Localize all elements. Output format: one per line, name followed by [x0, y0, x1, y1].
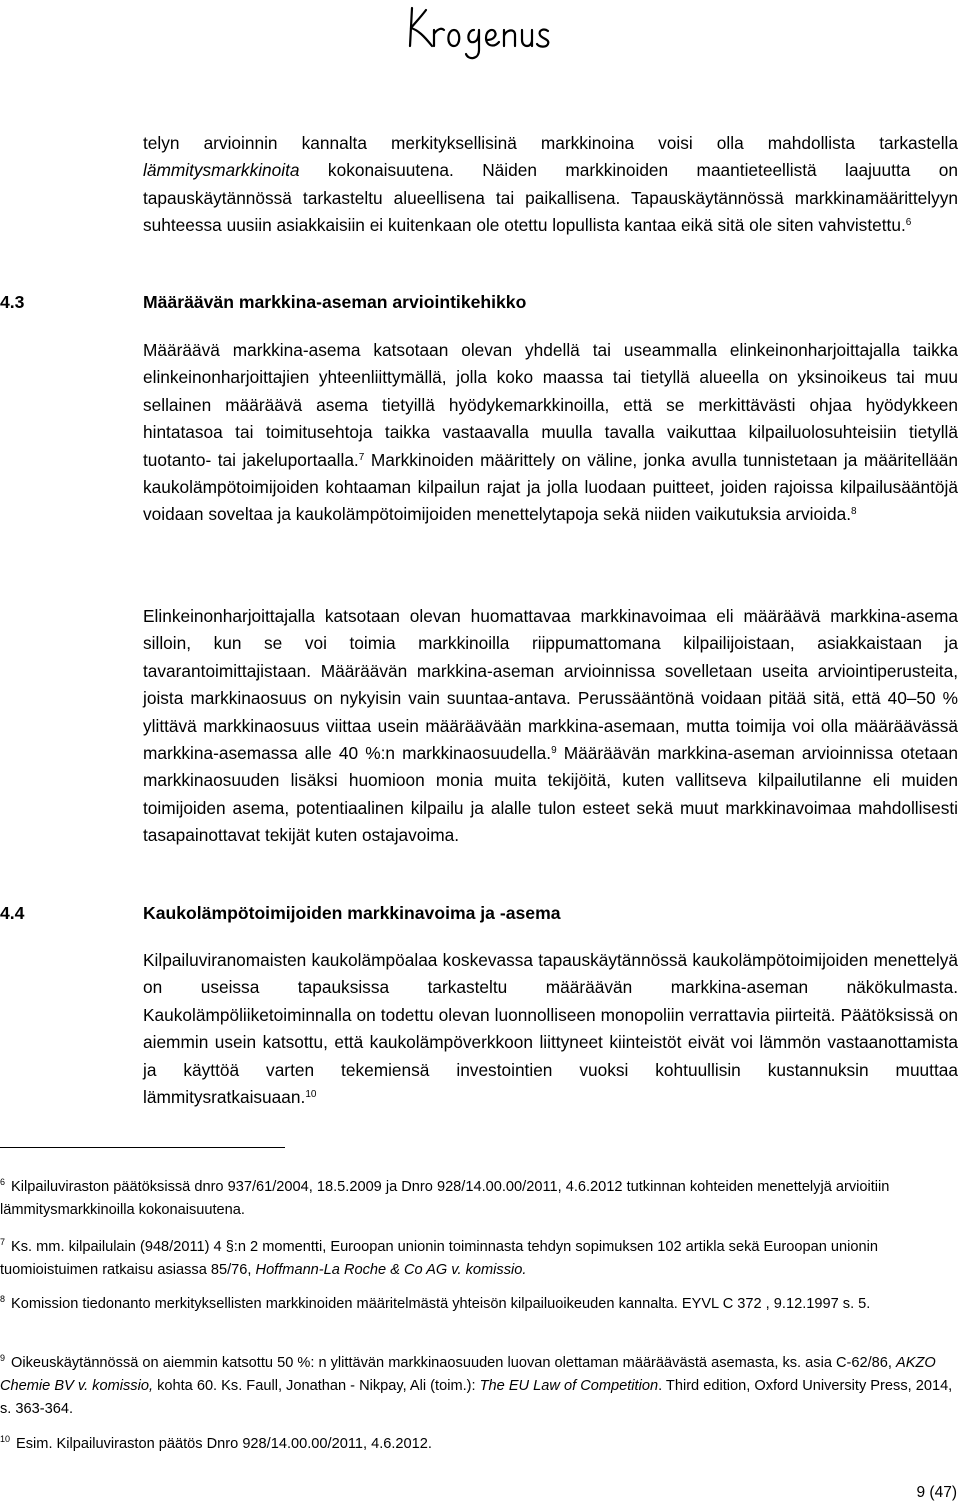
footnote-text: kohta 60. Ks. Faull, Jonathan - Nikpay, Ali (toim.):	[153, 1377, 480, 1394]
footnote-number: 7	[0, 1237, 6, 1247]
footnote-8	[0, 1293, 958, 1316]
footnote-text: Komission tiedonanto merkityksellisten markkinoiden määritelmästä yhteisön kilpailuoikeuden kannalta. EYVL C 372 , 9.12.1997 s. 5.	[11, 1296, 871, 1312]
footnote-10	[0, 1433, 958, 1456]
paragraph-intro	[143, 130, 958, 240]
section-title: Määräävän markkina-aseman arviointikehikko	[143, 292, 527, 312]
section-number: 4.3	[0, 292, 25, 312]
footnote-text: Esim. Kilpailuviraston päätös Dnro 928/14.00.00/2011, 4.6.2012.	[16, 1436, 432, 1452]
book-title: The EU Law of Competition	[479, 1377, 659, 1394]
footnote-text: Oikeuskäytännössä on aiemmin katsottu 50 %: n ylittävän markkinaosuuden luovan olettaman määräävästä asemasta, ks. asia C-62/86,	[11, 1355, 897, 1371]
footnote-ref-9[interactable]: 9	[551, 745, 557, 757]
footnote-ref-8[interactable]: 8	[851, 506, 857, 518]
footnote-number: 9	[0, 1353, 6, 1363]
footnote-number: 8	[0, 1294, 6, 1304]
footnote-text: . Third edition, Oxford University Press, 2014, s. 363-364.	[0, 1377, 953, 1417]
footnote-text: Ks. mm. kilpailulain (948/2011) 4 §:n 2 momentti, Euroopan unionin toiminnasta tehdyn sopimuksen 102 artikla sekä Euroopan unionin tuomioistuimen ratkaisu asiassa 85/76,	[0, 1239, 878, 1278]
footnote-ref-7[interactable]: 7	[358, 451, 365, 463]
page-number: 9 (47)	[916, 1484, 957, 1501]
text-run: telyn arvioinnin kannalta merkityksellisinä markkinoina voisi olla mahdollista tarkastella	[143, 133, 958, 153]
section-heading-4-3	[0, 288, 526, 316]
section-number: 4.4	[0, 903, 25, 923]
text-run: Markkinoiden määrittely on väline, jonka avulla tunnistetaan ja määritellään kaukolämpötoimijoiden kohtaaman kilpailun rajat ja jolla luodaan puitteet, joiden rajoissa kilpailusääntöjä voidaan soveltaa ja kaukolämpötoimijoiden menettelytapoja sekä niiden vaikutuksia arvioida.	[143, 449, 959, 525]
text-run: Kilpailuviranomaisten kaukolämpöalaa koskevassa tapauskäytännössä kaukolämpötoimijoiden menettelyä on useissa tapauksissa tarkasteltu määräävän markkina-aseman näkökulmasta. Kaukolämpöliiketoiminnalla on todettu olevan luonnolliseen monopoliin verrattavia piirteitä. Päätöksissä on aiemmin usein katsottu, että kaukolämpöverkkoon liittyneet kiinteistöt eivät voi lämmön vastaanottamista ja käyttöä varten tekemiensä investointien vuoksi kohtuullisin kustannuksin muuttaa lämmitysratkaisuaan.	[143, 950, 958, 1108]
text-run: Elinkeinonharjoittajalla katsotaan olevan huomattavaa markkinavoimaa eli määräävä markkina-asema silloin, kun se voi toimia markkinoilla riippumattomana kilpailijoistaan, asiakkaistaan ja tavarantoimittajistaan. Määräävän markkina-aseman arvioinnissa sovelletaan useita arviointiperusteita, joista markkinaosuus on nykyisin vain suuntaa-antava. Perussääntönä voidaan pitää sitä, että 40–50 % ylittävä markkinaosuus viittaa usein määräävään markkina-asemaan, mutta toimija voi olla määräävässä markkina-asemassa alle 40 %:n markkinaosuudella.	[143, 606, 958, 764]
footnote-text: Kilpailuviraston päätöksissä dnro 937/61/2004, 18.5.2009 ja Dnro 928/14.00.00/2011, 4.6.2012 tutkinnan kohteiden menettelyjä arvioitiin lämmitysmarkkinoilla kokonaisuutena.	[0, 1179, 890, 1218]
footnote-number: 6	[0, 1177, 6, 1187]
italic-term: lämmitysmarkkinoita	[143, 160, 300, 181]
text-run: kokonaisuutena. Näiden markkinoiden maantieteellistä laajuutta on tapauskäytännössä tarkasteltu alueellisena tai paikallisena. Tapauskäytännössä markkinamäärittelyyn suhteessa uusiin asiakkaisiin ei kuitenkaan ole otettu lopullista kantaa eikä sitä ole siten vahvistettu.	[143, 160, 958, 236]
footnote-6	[0, 1176, 958, 1222]
paragraph-dominant-position	[143, 337, 958, 529]
footnote-ref-6[interactable]: 6	[905, 217, 912, 229]
krogerus-logo	[398, 0, 570, 64]
section-heading-4-4	[0, 899, 561, 927]
text-run: Määräävän markkina-aseman arvioinnissa otetaan markkinaosuuden lisäksi huomioon monia muita tekijöitä, kuten vallitseva kilpailutilanne eli muiden toimijoiden asema, potentiaalinen kilpailu ja alalle tulon esteet sekä muut markkinavoimaa mahdollisesti tasapainottavat tekijät kuten ostajavoima.	[143, 743, 958, 846]
paragraph-district-heating	[143, 947, 958, 1111]
case-name: Hoffmann-La Roche & Co AG v. komissio.	[255, 1261, 527, 1278]
text-run: Määräävä markkina-asema katsotaan olevan yhdellä tai useammalla elinkeinonharjoittajalla taikka elinkeinonharjoittajien yhteenliittymällä, jolla koko maassa tai tietyllä alueella on yksinoikeus tai muu sellainen määräävä asema tietyillä hyödykemarkkinoilla, että se merkittävästi ohjaa hyödykkeen hintatasoa tai toimitusehtoja taikka vastaavalla muulla tavalla vaikuttaa kilpailuolosuhteisiin tietyllä tuotanto- tai jakeluportaalla.	[143, 340, 958, 470]
footnote-separator	[0, 1147, 285, 1148]
footnote-ref-10[interactable]: 10	[305, 1089, 317, 1101]
section-title: Kaukolämpötoimijoiden markkinavoima ja -asema	[143, 903, 561, 923]
footnote-7	[0, 1236, 958, 1282]
paragraph-market-power	[143, 603, 958, 850]
footnote-number: 10	[0, 1434, 11, 1444]
case-name: AKZO Chemie BV v. komissio,	[0, 1355, 936, 1394]
footnote-9	[0, 1352, 958, 1420]
